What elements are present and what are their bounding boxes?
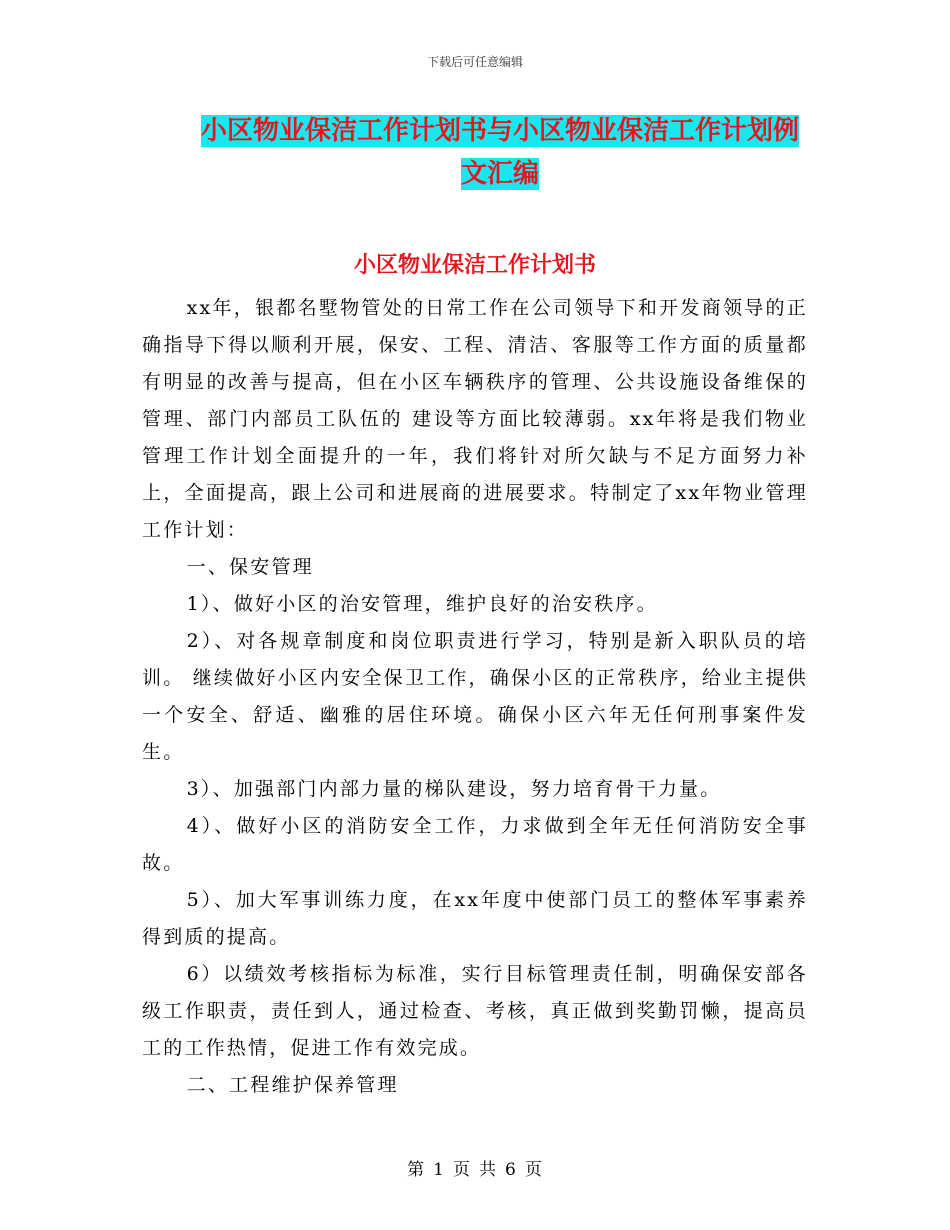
footer-page-number: 1	[433, 1160, 445, 1180]
list-item: 3）、加强部门内部力量的梯队建设，努力培育骨干力量。	[186, 778, 722, 800]
document-body	[142, 290, 808, 1104]
list-item: 1）、做好小区的治安管理，维护良好的治安秩序。	[186, 593, 658, 615]
heading-security: 一、保安管理	[186, 556, 314, 578]
list-item: 2）、对各规章制度和岗位职责进行学习，特别是新入职队员的培训。 继续做好小区内安全保卫工作，确保小区的正常秩序，给业主提供一个安全、舒适、幽雅的居住环境。确保小区六年无任何刑事案件发生。	[142, 630, 808, 763]
list-item: 5）、加大军事训练力度，在xx年度中使部门员工的整体军事素养得到质的提高。	[142, 889, 808, 948]
list-item: 4）、做好小区的消防安全工作，力求做到全年无任何消防安全事故。	[142, 815, 808, 874]
heading-engineering: 二、工程维护保养管理	[186, 1074, 399, 1096]
footer-page-unit: 页	[453, 1160, 471, 1180]
list-item: 6）以绩效考核指标为标准，实行目标管理责任制，明确保安部各级工作职责，责任到人，通过检查、考核，真正做到奖勤罚懒，提高员工的工作热情，促进工作有效完成。	[142, 963, 808, 1059]
document-title	[190, 110, 810, 196]
header-note: 下载后可任意编辑	[426, 55, 523, 69]
document-title-text: 小区物业保洁工作计划书与小区物业保洁工作计划例文汇编	[200, 116, 799, 189]
page-footer	[0, 1155, 950, 1180]
paragraph-intro: xx年，银都名墅物管处的日常工作在公司领导下和开发商领导的正确指导下得以顺利开展，保安、工程、清洁、客服等工作方面的质量都有明显的改善与提高，但在小区车辆秩序的管理、公共设施设备维保的管理、部门内部员工队伍的 建设等方面比较薄弱。xx年将是我们物业管理工作计划全面提升的一年，我们将针对所欠缺与不足方面努力补上，全面提高，跟上公司和进展商的进展要求。特制定了xx年物业管理工作计划：	[142, 297, 808, 541]
footer-total-pages: 6	[505, 1160, 517, 1180]
footer-total-word: 共	[479, 1160, 497, 1180]
footer-page-word: 第	[407, 1160, 426, 1180]
footer-total-unit: 页	[524, 1160, 543, 1180]
section-title: 小区物业保洁工作计划书	[353, 253, 596, 278]
